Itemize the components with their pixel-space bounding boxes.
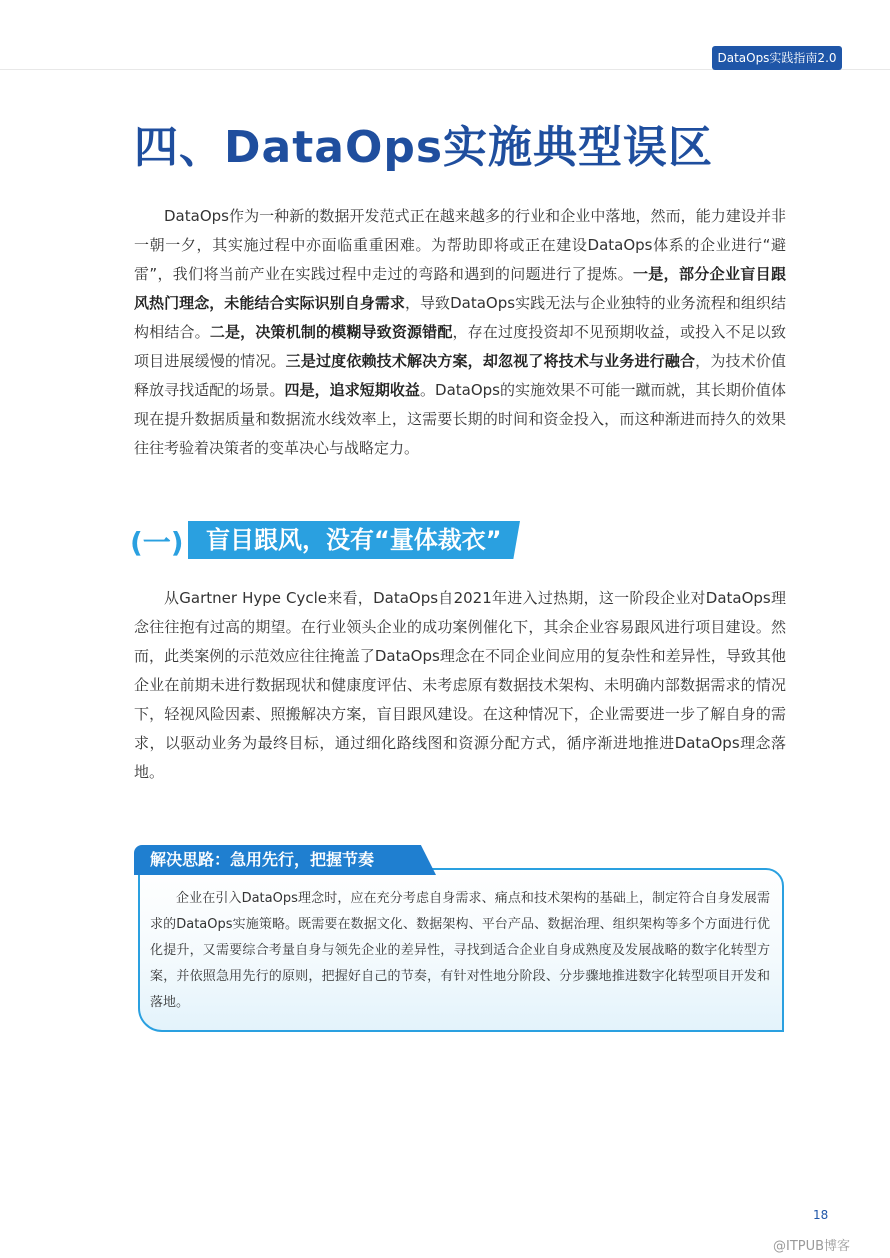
intro-bold-3: 三是过度依赖技术解决方案，却忽视了将技术与业务进行融合 — [285, 352, 696, 370]
watermark: @ITPUB博客 — [773, 1239, 851, 1254]
page-title: 四、DataOps实施典型误区 — [134, 122, 714, 173]
intro-text-2: ，导致DataOps实践无法与企业独特的业务流程和组织结构相结合。 — [134, 294, 786, 341]
intro-bold-4: 四是，追求短期收益 — [284, 381, 420, 399]
intro-bold-1: 一是，部分企业盲目跟风热门理念，未能结合实际识别自身需求 — [134, 265, 786, 312]
solution-label: 解决思路：急用先行，把握节奏 — [150, 850, 375, 869]
solution-text: 企业在引入DataOps理念时，应在充分考虑自身需求、痛点和技术架构的基础上，制定符合自身发展需求的DataOps实施策略。既需要在数据文化、数据架构、平台产品、数据治理、组织架构等多个方面进行优化提升，又需要综合考量自身与领先企业的差异性，寻找到适合企业自身成熟度及发展战略的数字化转型方案，并依照急用先行的原则，把握好自己的节奏，有针对性地分阶段、分步骤地推进数字化转型项目开发和落地。 — [150, 891, 770, 1010]
intro-bold-2: 二是，决策机制的模糊导致资源错配 — [209, 323, 453, 341]
section-number: (一) — [130, 526, 184, 559]
page-number: 18 — [813, 1208, 829, 1222]
header-badge: DataOps实践指南2.0 — [712, 46, 842, 70]
intro-text-3: ，存在过度投资却不见预期收益，或投入不足以致项目进展缓慢的情况。 — [134, 323, 786, 370]
section-heading: 盲目跟风，没有“量体裁衣” — [206, 526, 502, 554]
intro-text-5: 。DataOps的实施效果不可能一蹴而就，其长期价值体现在提升数据质量和数据流水线效率上，这需要长期的时间和资金投入，而这种渐进而持久的效果往往考验着决策者的变革决心与战略定力。 — [134, 381, 786, 457]
intro-text-1: DataOps作为一种新的数据开发范式正在越来越多的行业和企业中落地，然而，能力建设并非一朝一夕，其实施过程中亦面临重重困难。为帮助即将或正在建设DataOps体系的企业进行“避雷”，我们将当前产业在实践过程中走过的弯路和遇到的问题进行了提炼。 — [134, 207, 786, 283]
intro-paragraph — [134, 202, 786, 463]
intro-text-4: ，为技术价值释放寻找适配的场景。 — [134, 352, 786, 399]
section-body-paragraph: 从Gartner Hype Cycle来看，DataOps自2021年进入过热期，这一阶段企业对DataOps理念往往抱有过高的期望。在行业领头企业的成功案例催化下，其余企业容易跟风进行项目建设。然而，此类案例的示范效应往往掩盖了DataOps理念在不同企业间应用的复杂性和差异性，导致其他企业在前期未进行数据现状和健康度评估、未考虑原有数据技术架构、未明确内部数据需求的情况下，轻视风险因素、照搬解决方案，盲目跟风建设。在这种情况下，企业需要进一步了解自身的需求，以驱动业务为最终目标，通过细化路线图和资源分配方式，循序渐进地推进DataOps理念落地。 — [134, 589, 786, 781]
